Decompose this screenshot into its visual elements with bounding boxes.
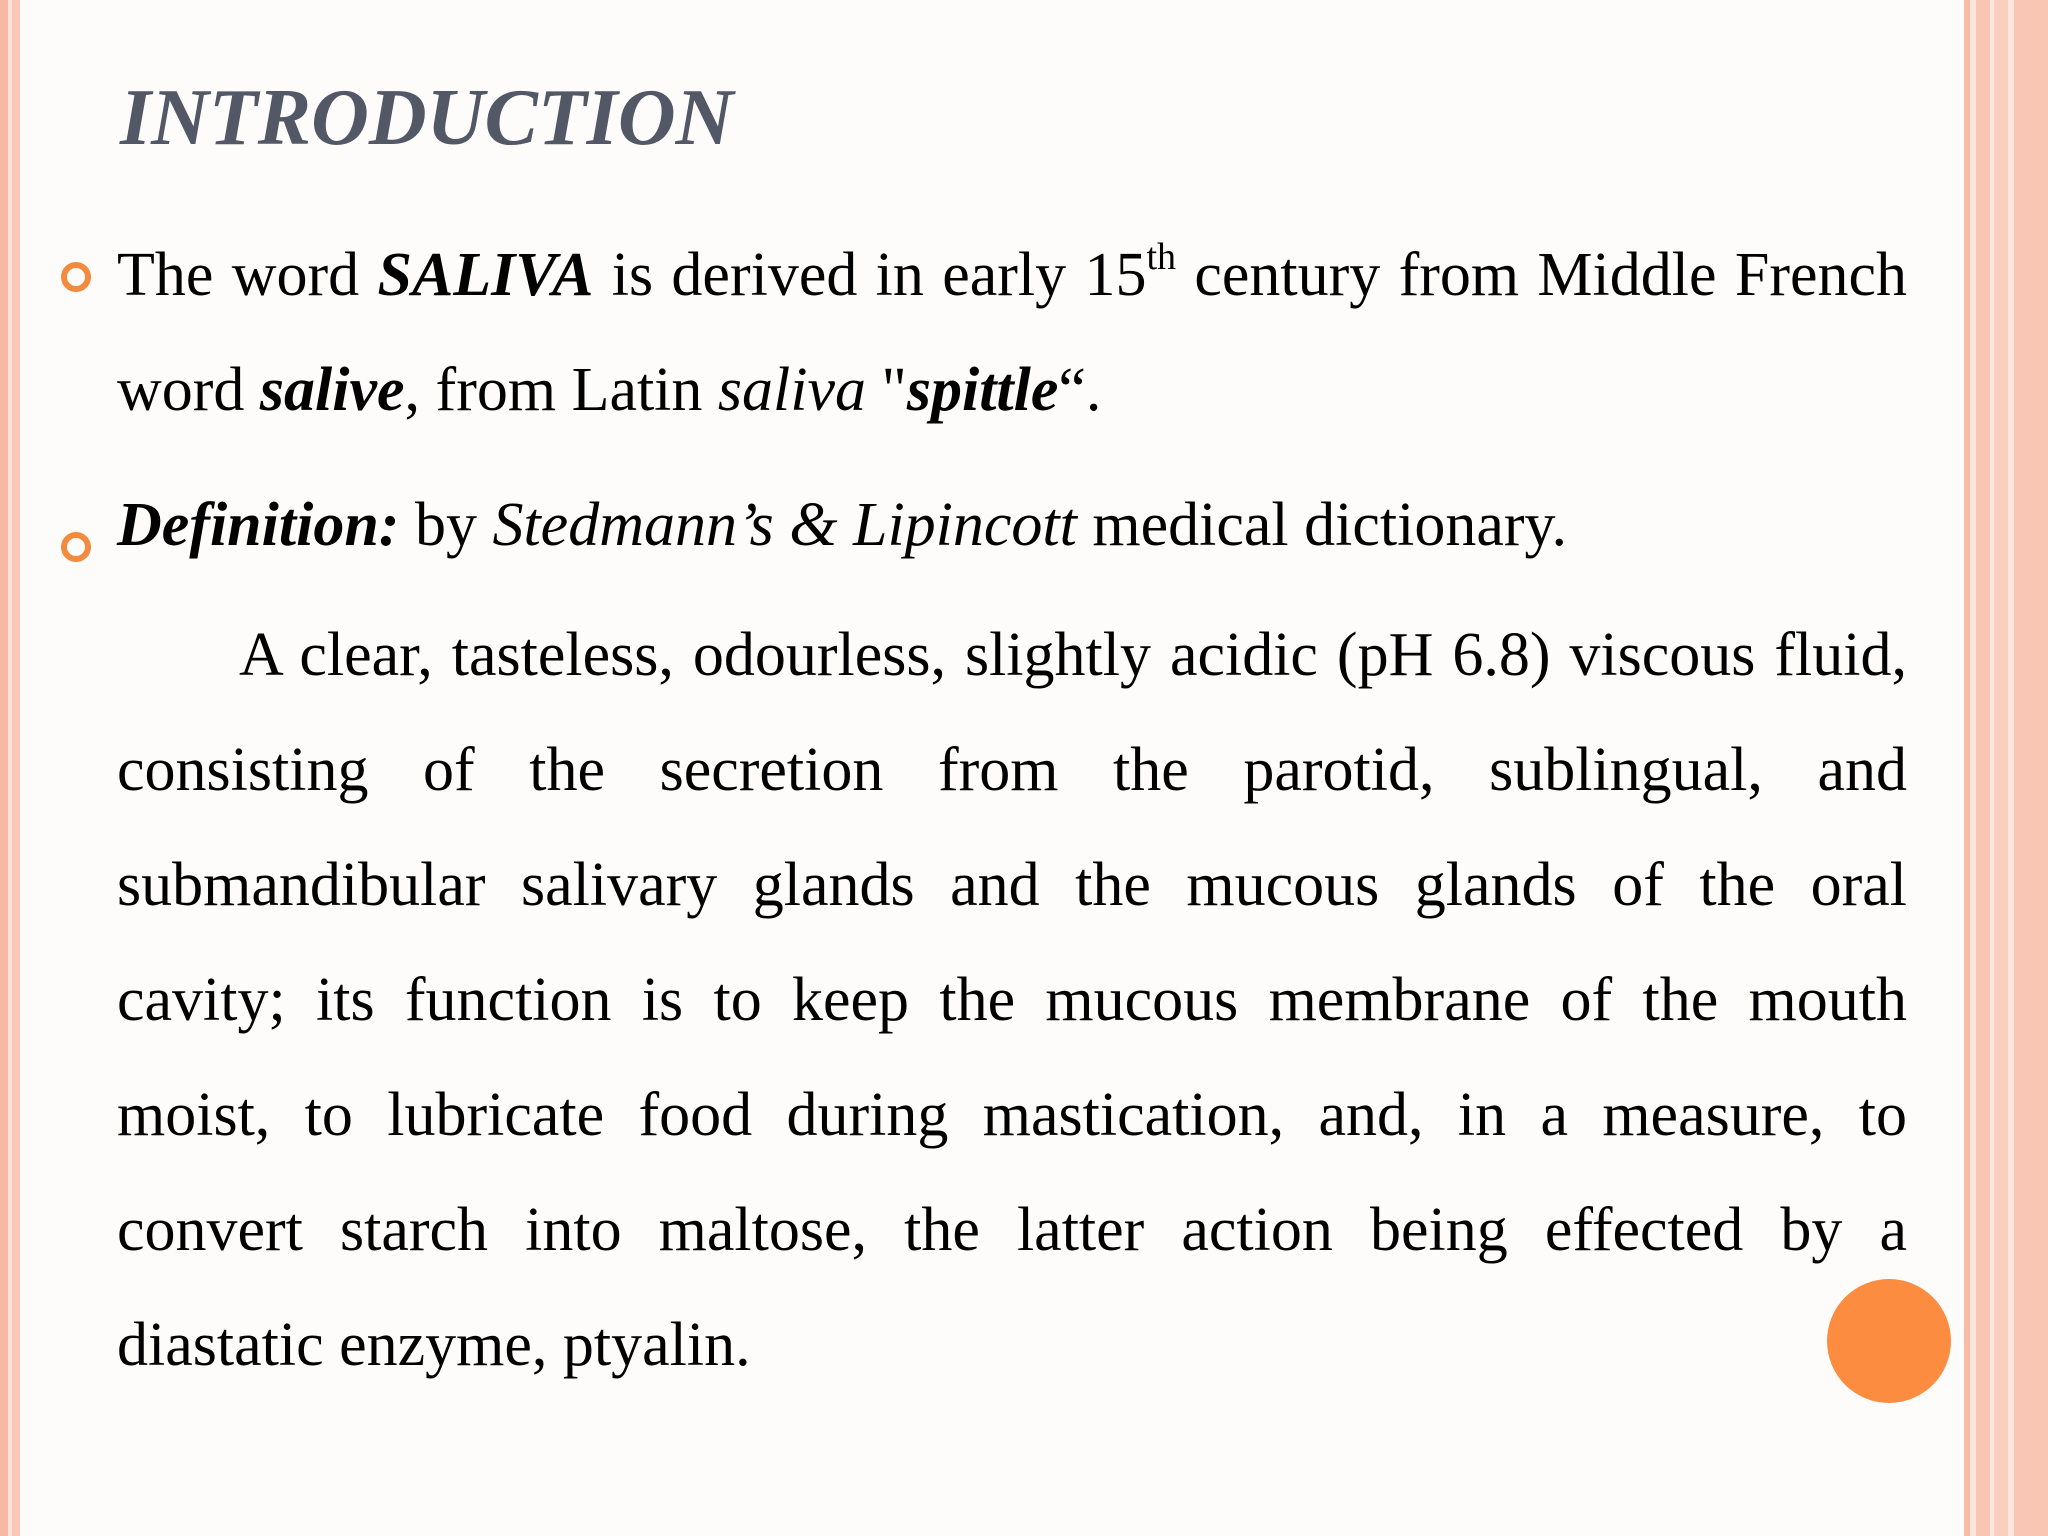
definition-heading: Definition: by Stedmann’s & Lipincott medical dictionary. [117, 491, 1567, 559]
etymology-text: The word SALIVA is derived in early 15th century from Middle French word salive, from Latin saliva "spittle“. [117, 236, 1908, 424]
dictionary-source: Stedmann’s & Lipincott [492, 491, 1077, 559]
left-decorative-border [0, 0, 20, 1536]
orange-circle-decoration [1827, 1279, 1951, 1403]
slide-content [117, 218, 1907, 1403]
spittle-term: spittle [906, 356, 1059, 424]
definition-paragraph: A clear, tasteless, odourless, slightly acidic (pH 6.8) viscous fluid, consisting of the secretion from the parotid, sublingual, and submandibular salivary glands and the mucous glands of the oral cavity; its function is to keep the mucous membrane of the mouth moist, to lubricate food during mastication, and, in a measure, to convert starch into maltose, the latter action being effected by a diastatic enzyme, ptyalin. [117, 621, 1907, 1379]
bullet-item-etymology [117, 218, 1907, 448]
salive-term: salive [259, 356, 405, 424]
ordinal-suffix: th [1146, 236, 1177, 278]
definition-label: Definition: [117, 491, 400, 559]
bullet-ring-icon [61, 262, 91, 292]
bullet-item-definition [117, 468, 1907, 583]
right-decorative-border [1964, 0, 2048, 1536]
bullet-ring-icon [61, 532, 91, 562]
saliva-term: SALIVA [377, 241, 594, 309]
latin-saliva-term: saliva [717, 356, 867, 424]
slide-title: INTRODUCTION [120, 74, 734, 162]
